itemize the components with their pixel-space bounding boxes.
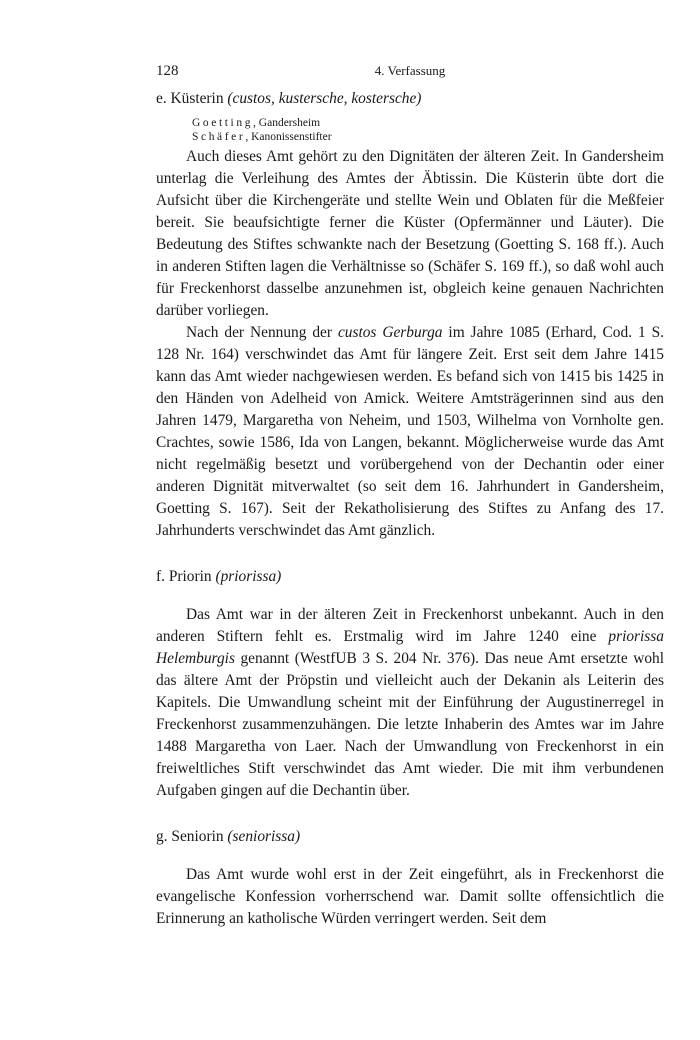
spacer: [156, 542, 664, 566]
source-separator: ,: [253, 117, 259, 129]
italic-text: priorissa Helemburgis: [156, 628, 664, 667]
source-work: Gandersheim: [258, 117, 321, 129]
text-run: genannt (WestfUB 3 S. 204 Nr. 376). Das neue Amt ersetzte wohl das ältere Amt der Pröpstin und vielleicht auch der Dekanin als Leiterin des Kapitels. Die Umwandlung scheint mit der Einführung der Augustinerregel in Freckenhorst zusammenzuhängen. Die letzte Inhaberin des Amtes war im Jahre 1488 Margaretha von Laer. Nach der Umwandlung von Freckenhorst in ein freiweltliches Stift verschwindet das Amt wieder. Die mit ihm verbundenen Aufgaben gingen auf die Dechantin über.: [156, 650, 664, 799]
page-header: [156, 60, 664, 82]
source-author: Goetting: [192, 117, 254, 129]
spacer: [156, 848, 664, 864]
paragraph: [156, 604, 664, 802]
text-run: Das Amt war in der älteren Zeit in Freckenhorst unbekannt. Auch in den anderen Stiftern fehlt es. Erstmalig wird im Jahre 1240 eine: [156, 606, 664, 645]
paragraph: Auch dieses Amt gehört zu den Dignitäten der älteren Zeit. In Gandersheim unterlag die Verleihung des Amtes der Äbtissin. Die Küsterin übte dort die Aufsicht über die Kirchengeräte und stellte Wein und Oblaten für die Meßfeier bereit. Sie beaufsichtigte ferner die Küster (Opfermänner und Läuter). Die Bedeutung des Stiftes schwankte nach der Besetzung (Goetting S. 168 ff.). Auch in anderen Stiften lagen die Verhältnisse so (Schäfer S. 169 ff.), so daß wohl auch für Freckenhorst dasselbe anzunehmen ist, obgleich keine genauen Nachrichten darüber vorliegen.: [156, 148, 664, 319]
source-entry: [192, 116, 664, 130]
running-head: 4. Verfassung: [374, 63, 446, 78]
spacer: [156, 588, 664, 604]
source-separator: ,: [245, 131, 252, 143]
section-title: f. Priorin: [156, 568, 212, 585]
section-title: e. Küsterin: [156, 90, 224, 107]
source-entry: [192, 130, 664, 144]
section-heading-e: [156, 88, 664, 110]
section-subtitle: (custos, kustersche, kostersche): [227, 90, 422, 107]
spacer: [156, 802, 664, 826]
text-run: im Jahre 1085 (Erhard, Cod. 1 S. 128 Nr. 164) verschwindet das Amt für längere Zeit. Erst seit dem Jahre 1415 kann das Amt wieder nachgewiesen werden. Es befand sich von 1415 bis 1425 in den Händen von Adelheid von Amick. Weitere Amtsträgerinnen sind aus den Jahren 1479, Margaretha von Neheim, und 1503, Wilhelma von Vornholte gen. Crachtes, sowie 1586, Ida von Langen, bekannt. Möglicherweise wurde das Amt nicht regelmäßig besetzt und vorübergehend von der Dechantin oder einer anderen Dignität mitverwaltet (so seit dem 16. Jahrhundert in Gandersheim, Goetting S. 167). Seit der Rekatholisierung des Stiftes zu Anfang des 17. Jahrhunderts verschwindet das Amt gänzlich.: [156, 324, 664, 539]
book-page: [156, 60, 664, 930]
section-title: g. Seniorin: [156, 828, 224, 845]
section-heading-f: [156, 566, 664, 588]
page-number: 128: [156, 63, 179, 79]
source-work: Kanonissenstifter: [251, 131, 332, 143]
section-subtitle: (priorissa): [215, 568, 282, 585]
section-subtitle: (seniorissa): [227, 828, 301, 845]
section-heading-g: [156, 826, 664, 848]
paragraph: Das Amt wurde wohl erst in der Zeit eingeführt, als in Freckenhorst die evangelische Konfession vorherrschend war. Damit sollte offensichtlich die Erinnerung an katholische Würden verringert werden. Seit dem: [156, 866, 664, 927]
paragraph: [156, 322, 664, 542]
text-run: Nach der Nennung der: [186, 324, 338, 341]
source-author: Schäfer: [192, 131, 246, 143]
italic-text: custos Gerburga: [337, 324, 443, 341]
source-list: [156, 116, 664, 144]
